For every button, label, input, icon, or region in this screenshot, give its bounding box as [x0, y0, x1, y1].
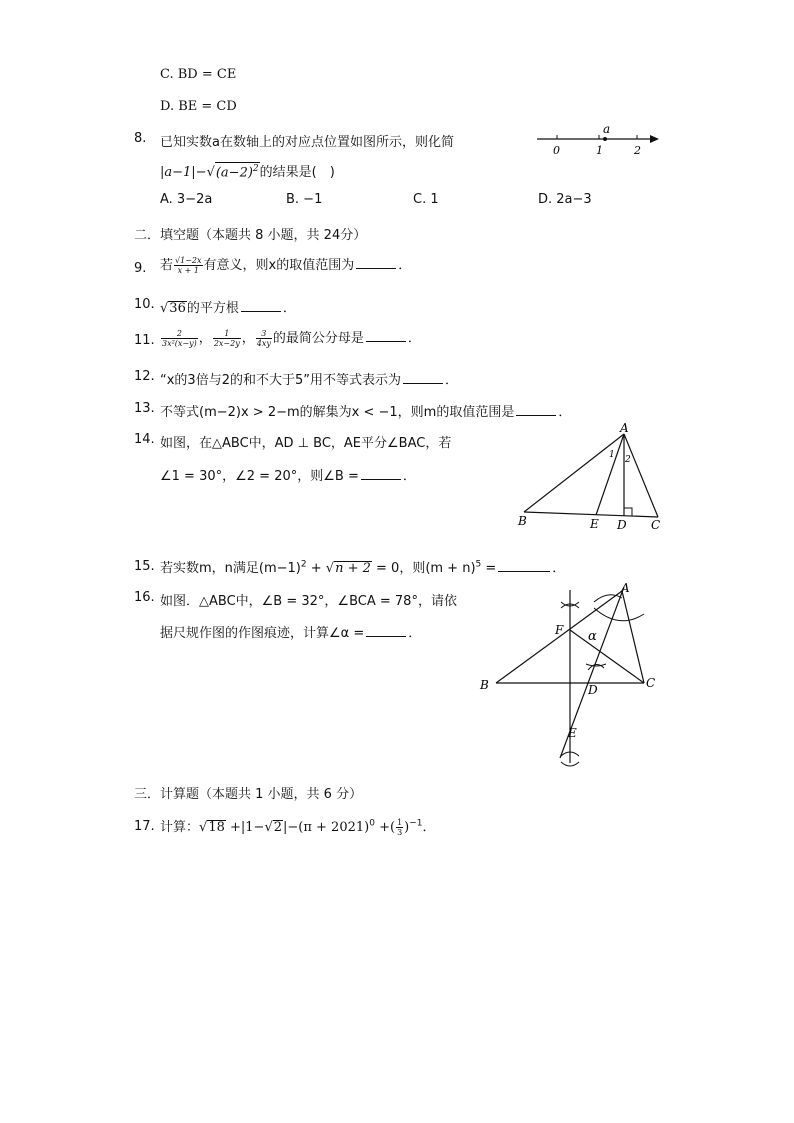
q15-answer-blank	[498, 559, 550, 572]
q14-label-c: C	[651, 518, 661, 532]
q16-answer-blank	[366, 624, 406, 637]
q16-label-e: E	[568, 726, 577, 740]
q11-fraction-3: $\frac{3}{4xy}$	[256, 329, 271, 348]
q8-text-line1: 已知实数a在数轴上的对应点位置如图所示，则化简	[160, 135, 454, 150]
number-line-tick-0: 0	[553, 144, 560, 157]
q10-answer-blank	[241, 299, 281, 312]
q12-answer-blank	[403, 371, 443, 384]
number-line-tick-1: 1	[596, 144, 603, 157]
q10-text: √36的平方根 ．	[160, 301, 296, 316]
q14-line1: 如图，在△ABC中，AD ⊥ BC，AE平分∠BAC，若	[160, 436, 452, 451]
q16-label-b: B	[480, 678, 489, 692]
q14-label-d: D	[617, 518, 627, 532]
q14-side-ac	[624, 434, 658, 517]
q14-answer-blank	[361, 467, 401, 480]
q16-label-d: D	[588, 683, 598, 697]
q16-side-ab	[496, 591, 622, 683]
q15-text: 若实数m，n满足$(m-1)^2 + √n + 2 = 0$，则$(m + n)^5$ = ．	[160, 559, 566, 576]
q8-option-a: A. 3−2a	[160, 192, 213, 207]
q11-fraction-2: $\frac{1}{2x-2y}$	[213, 329, 240, 348]
q14-side-ab	[524, 434, 624, 512]
q9-answer-blank	[356, 256, 396, 269]
q8-text-line2: $|a-1|-√(a-2)^2$的结果是( )	[160, 163, 335, 180]
q14-label-angle-2: 2	[625, 455, 631, 465]
q12-number: 12.	[134, 369, 155, 384]
q7-option-d: D. BE = CD	[160, 99, 237, 114]
q8-option-d: D. 2a−3	[538, 192, 592, 207]
q16-number: 16.	[134, 590, 155, 605]
q13-answer-blank	[516, 403, 556, 416]
q14-triangle-figure	[512, 420, 672, 535]
q16-line1: 如图．△ABC中，∠B = 32°，∠BCA = 78°，请依	[160, 594, 457, 609]
q14-label-a: A	[620, 421, 629, 435]
q16-line2: 据尺规作图的作图痕迹，计算∠α = ．	[160, 626, 422, 641]
section3-title: 三．计算题（本题共 1 小题，共 6 分）	[134, 787, 363, 802]
q9-fraction: $\frac{√1-2x}{x + 1}$	[175, 256, 202, 275]
section2-title: 二．填空题（本题共 8 小题，共 24分）	[134, 228, 367, 243]
q9-number: 9.	[134, 261, 147, 276]
number-line-label-a: a	[603, 122, 611, 136]
q11-number: 11.	[134, 333, 155, 348]
q15-number: 15.	[134, 559, 155, 574]
number-line-tick-2: 2	[634, 144, 641, 157]
q16-arc-at-a	[594, 608, 644, 621]
q10-number: 10.	[134, 297, 155, 312]
q13-number: 13.	[134, 401, 155, 416]
q11-text: $\frac{2}{\text{3x²(x−y)}}$ ， $\frac{1}{2x-2y}$ ， $\frac{3}{4xy}$ 的最简公分母是 ．	[162, 329, 421, 348]
q16-label-c: C	[646, 676, 656, 690]
q14-label-angle-1: 1	[609, 450, 615, 460]
q16-construction-figure	[474, 578, 674, 778]
number-line-figure	[533, 118, 663, 158]
q17-text: 计算：$√18 +|1-√2|-(\pi + 2021)^0$ +( $\frac{1}{3}$ )$^{-1}$．	[160, 818, 436, 837]
q16-label-a: A	[621, 581, 630, 595]
q14-label-e: E	[590, 517, 599, 531]
q11-answer-blank	[366, 329, 406, 342]
q8-option-b: B. −1	[286, 192, 323, 207]
q8-option-c: C. 1	[413, 192, 439, 207]
q11-fraction-1: $\frac{2}{\text{3x²(x−y)}}$	[162, 329, 197, 348]
q13-text: 不等式(m−2)x > 2−m的解集为x < −1，则m的取值范围是 ．	[160, 405, 572, 420]
q8-text-line2-tail: 的结果是( )	[259, 165, 335, 180]
q14-number: 14.	[134, 432, 155, 447]
q7-option-c: C. BD = CE	[160, 67, 237, 82]
q9-text: 若 $\frac{√1-2x}{x + 1}$ 有意义，则x的取值范围为 ．	[160, 256, 412, 275]
q14-segment-ae	[596, 434, 624, 515]
q14-right-angle-mark	[624, 508, 632, 516]
q14-label-b: B	[518, 514, 527, 528]
q16-label-alpha: α	[588, 629, 597, 644]
q8-number: 8.	[134, 131, 147, 146]
q12-text: “x的3倍与2的和不大于5”用不等式表示为 ．	[160, 373, 458, 388]
q17-number: 17.	[134, 819, 155, 834]
q14-line2: ∠1 = 30°，∠2 = 20°，则∠B = ．	[160, 469, 416, 484]
q16-label-f: F	[555, 623, 564, 637]
